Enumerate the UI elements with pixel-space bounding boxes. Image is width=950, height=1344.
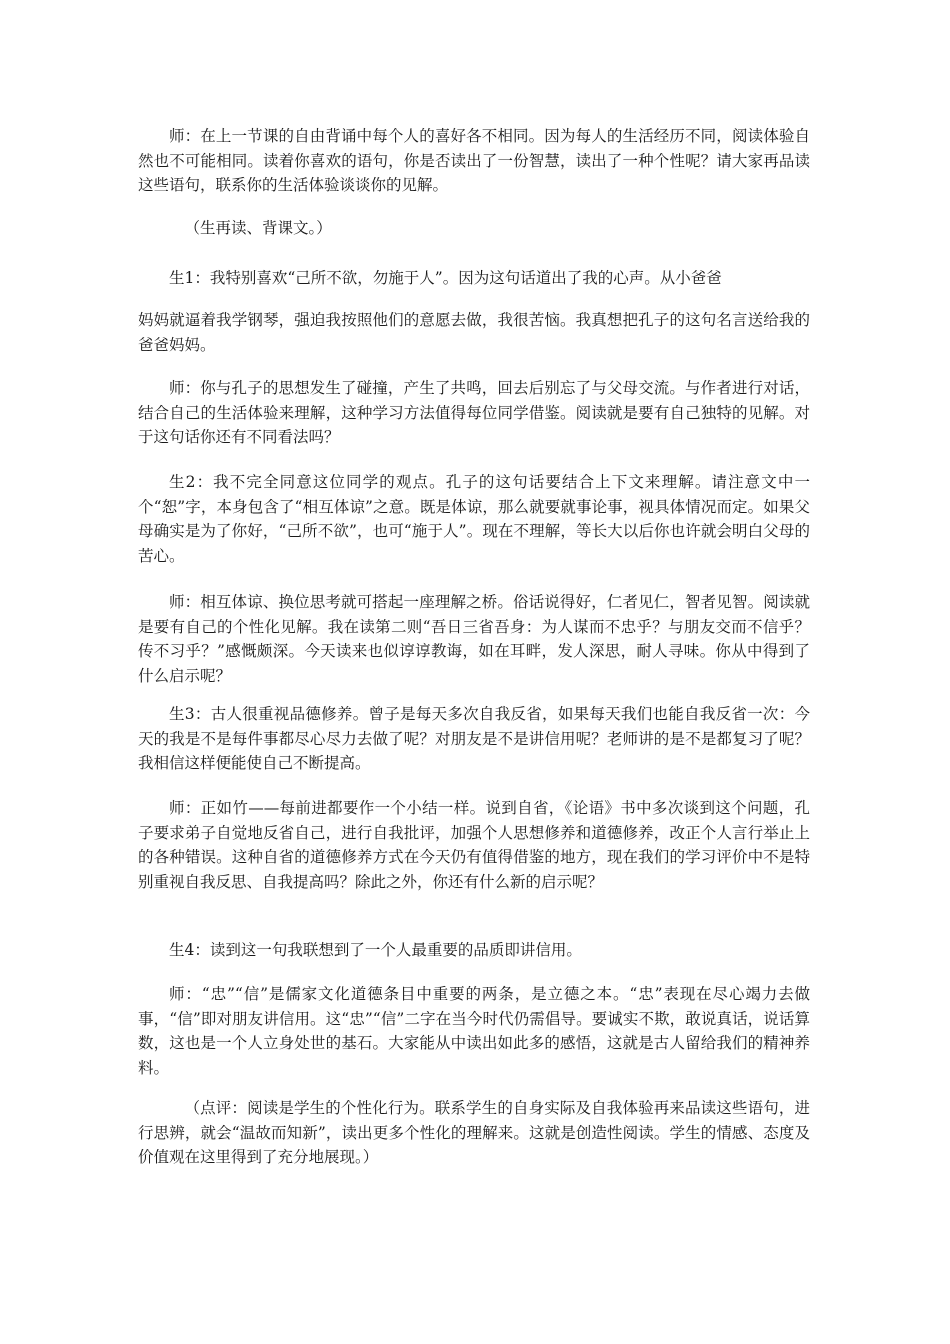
teacher-paragraph-2: 师：你与孔子的思想发生了碰撞，产生了共鸣，回去后别忘了与父母交流。与作者进行对话，结合自己的生活体验来理解，这种学习方法值得每位同学借鉴。阅读就是要有自己独特的见解。对于这句话你还有不同看法吗？ [138, 379, 810, 446]
commentary-paragraph: （点评：阅读是学生的个性化行为。联系学生的自身实际及自我体验再来品读这些语句，进行思辨，就会“温故而知新”，读出更多个性化的理解来。这就是创造性阅读。学生的情感、态度及价值观在这里得到了充分地展现。） [138, 1099, 810, 1166]
student-1-continuation: 妈妈就逼着我学钢琴，强迫我按照他们的意愿去做，我很苦恼。我真想把孔子的这句名言送给我的爸爸妈妈。 [138, 311, 810, 354]
student-2-paragraph: 生2：我不完全同意这位同学的观点。孔子的这句话要结合上下文来理解。请注意文中一个“恕”字，本身包含了“相互体谅”之意。既是体谅，那么就要就事论事，视具体情况而定。如果父母确实是为了你好，“己所不欲”，也可“施于人”。现在不理解，等长大以后你也许就会明白父母的苦心。 [138, 473, 810, 565]
teacher-paragraph-1: 师：在上一节课的自由背诵中每个人的喜好各不相同。因为每人的生活经历不同，阅读体验自然也不可能相同。读着你喜欢的语句，你是否读出了一份智慧，读出了一种个性呢？请大家再品读这些语句，联系你的生活体验谈谈你的见解。 [138, 127, 810, 194]
teacher-paragraph-4: 师：正如竹——每前进都要作一个小结一样。说到自省，《论语》书中多次谈到这个问题，孔子要求弟子自觉地反省自己，进行自我批评，加强个人思想修养和道德修养，改正个人言行举止上的各种错误。这种自省的道德修养方式在今天仍有值得借鉴的地方，现在我们的学习评价中不是特别重视自我反思、自我提高吗？除此之外，你还有什么新的启示呢？ [138, 799, 810, 891]
teacher-paragraph-5: 师：“忠”“信”是儒家文化道德条目中重要的两条，是立德之本。“忠”表现在尽心竭力去做事，“信”即对朋友讲信用。这“忠”“信”二字在当今时代仍需倡导。要诚实不欺，敢说真话，说话算数，这也是一个人立身处世的基石。大家能从中读出如此多的感悟，这就是古人留给我们的精神养料。 [138, 985, 810, 1077]
teacher-paragraph-3: 师：相互体谅、换位思考就可搭起一座理解之桥。俗话说得好，仁者见仁，智者见智。阅读就是要有自己的个性化见解。我在读第二则“吾日三省吾身：为人谋而不忠乎？与朋友交而不信乎？传不习乎？”感慨颇深。今天读来也似谆谆教诲，如在耳畔，发人深思，耐人寻味。你从中得到了什么启示呢？ [138, 593, 810, 685]
student-4-paragraph: 生4：读到这一句我联想到了一个人最重要的品质即讲信用。 [169, 941, 582, 959]
student-1-paragraph: 生1：我特别喜欢“己所不欲，勿施于人”。因为这句话道出了我的心声。从小爸爸 [169, 269, 722, 287]
student-3-paragraph: 生3：古人很重视品德修养。曾子是每天多次自我反省，如果每天我们也能自我反省一次：今天的我是不是每件事都尽心尽力去做了呢？对朋友是不是讲信用呢？老师讲的是不是都复习了呢？我相信这样便能使自己不断提高。 [138, 705, 810, 772]
stage-direction: （生再读、背课文。） [184, 219, 332, 237]
